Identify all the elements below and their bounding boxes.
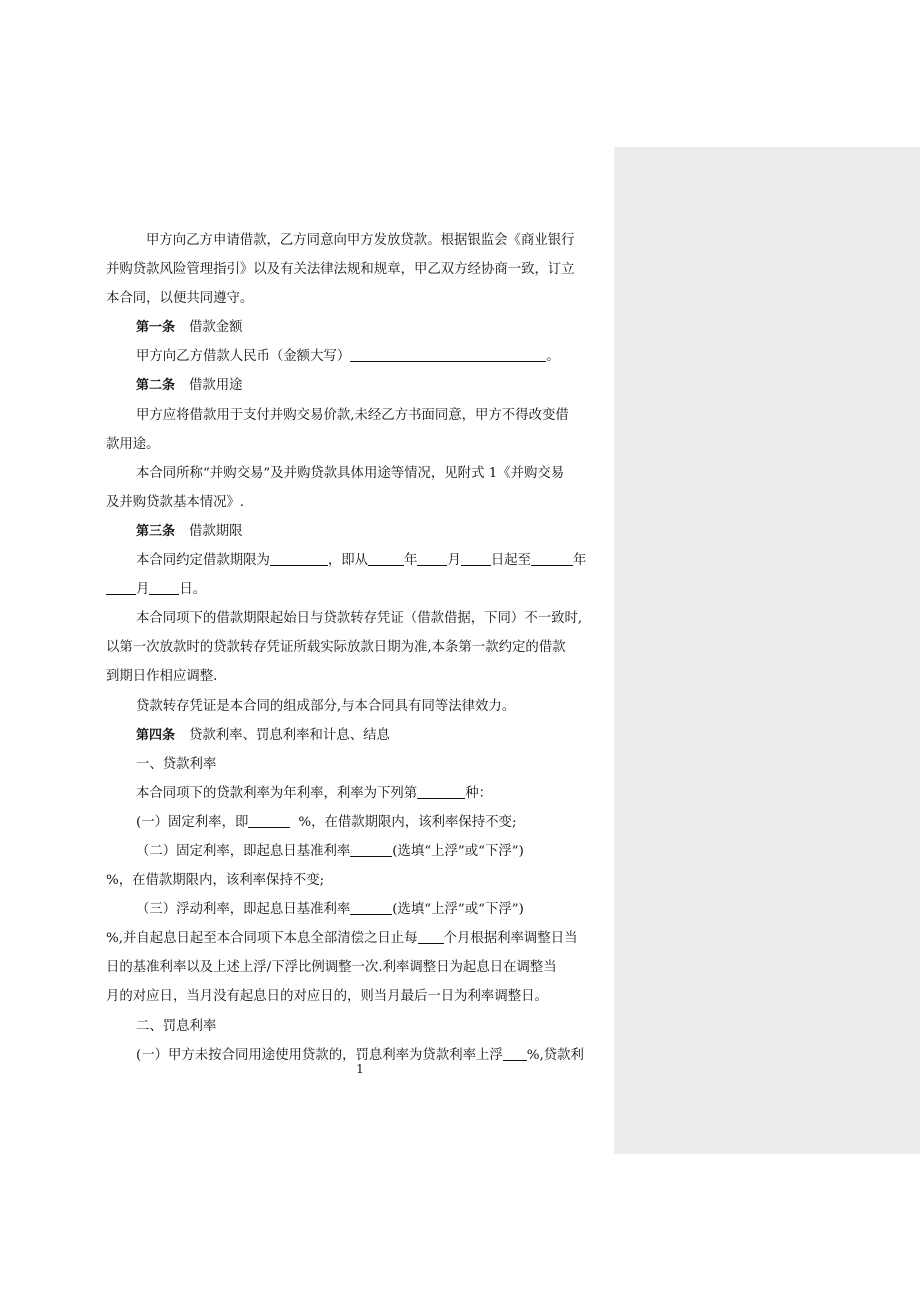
section-1-title: 一、贷款利率 — [136, 756, 217, 772]
term-line-2: 月 日。 — [106, 575, 610, 604]
article-3-p2-line-1: 本合同项下的借款期限起始日与贷款转存凭证（借款借据，下同）不一致时, — [136, 611, 583, 627]
end-year-blank[interactable] — [531, 551, 573, 566]
page-number: 1 — [356, 1062, 364, 1076]
option-1: (一）固定利率，即 %，在借款期限内，该利率保持不变; — [136, 814, 517, 830]
option-3-line-1: （三）浮动利率，即起息日基准利率 (选填“上浮”或“下浮”) — [136, 902, 524, 918]
article-2-heading — [106, 371, 610, 400]
option-3-line-4: 月的对应日，当月没有起息日的对应日的，则当月最后一日为利率调整日。 — [106, 989, 548, 1005]
article-2-number: 第二条 — [136, 378, 176, 394]
amount-blank[interactable] — [350, 347, 546, 362]
intro-line-1: 甲方向乙方申请借款，乙方同意向甲方发放贷款。根据银监会《商业银行 — [146, 233, 575, 248]
comment-pane — [614, 147, 920, 1154]
article-3-p2-line-2: 以第一次放款时的贷款转存凭证所载实际放款日期为准,本条第一款约定的借款 — [106, 640, 566, 656]
article-4-heading — [106, 721, 610, 750]
term-line-1: 本合同约定借款期限为 ，即从 年 月 日起至 年 — [136, 553, 587, 569]
section-2-title: 二、罚息利率 — [136, 1018, 217, 1034]
article-1-number: 第一条 — [136, 320, 176, 336]
article-1-heading — [106, 313, 610, 342]
intro-line-3: 本合同，以便共同遵守。 — [106, 291, 254, 307]
article-3-number: 第三条 — [136, 523, 176, 539]
fixed-rate-blank[interactable] — [248, 813, 290, 828]
article-2-p2-line-1: 本合同所称“并购交易”及并购贷款具体用途等情况，见附式 1《并购交易 — [136, 465, 565, 481]
article-4-number: 第四条 — [136, 727, 176, 743]
start-year-blank[interactable] — [368, 551, 404, 566]
option-3-float-blank[interactable] — [350, 900, 392, 915]
article-2-p2-line-2: 及并购贷款基本情况》. — [106, 494, 245, 510]
option-2-line-1: （二）固定利率，即起息日基准利率 (选填“上浮”或“下浮”) — [136, 843, 524, 859]
article-3-title: 借款期限 — [189, 523, 243, 539]
article-2-p1-line-2: 款用途。 — [106, 436, 160, 452]
penalty-rate-blank[interactable] — [503, 1046, 527, 1061]
document-body — [106, 226, 610, 1070]
term-length-blank[interactable] — [270, 551, 328, 566]
end-month-blank[interactable] — [106, 580, 136, 595]
article-2-p1-line-1: 甲方应将借款用于支付并购交易价款,未经乙方书面同意，甲方不得改变借 — [136, 407, 569, 423]
article-3-p2-line-3: 到期日作相应调整. — [106, 669, 218, 685]
article-1-title: 借款金额 — [189, 320, 243, 336]
option-3-line-2: %,并自起息日起至本合同项下本息全部清偿之日止每 个月根据利率调整日当 — [106, 931, 578, 947]
end-day-blank[interactable] — [149, 580, 179, 595]
article-4-title: 贷款利率、罚息利率和计息、结息 — [189, 727, 390, 743]
article-1-text: 甲方向乙方借款人民币（金额大写） 。 — [136, 349, 560, 365]
option-3-line-3: 日的基准利率以及上述上浮/下浮比例调整一次.利率调整日为起息日在调整当 — [106, 960, 557, 976]
option-2-float-blank[interactable] — [350, 842, 392, 857]
start-month-blank[interactable] — [417, 551, 447, 566]
article-2-title: 借款用途 — [189, 378, 243, 394]
section-2-line-1: (一）甲方未按合同用途使用贷款的，罚息利率为贷款利率上浮 %,贷款利 — [136, 1047, 584, 1063]
intro-line-2: 并购贷款风险管理指引》以及有关法律法规和规章，甲乙双方经协商一致，订立 — [106, 262, 575, 278]
section-1-intro: 本合同项下的贷款利率为年利率，利率为下列第 种： — [136, 785, 492, 801]
start-day-blank[interactable] — [461, 551, 491, 566]
option-2-line-2: %，在借款期限内，该利率保持不变; — [106, 873, 325, 889]
rate-option-blank[interactable] — [417, 784, 465, 799]
article-3-p3: 贷款转存凭证是本合同的组成部分,与本合同具有同等法律效力。 — [136, 698, 516, 714]
adjust-months-blank[interactable] — [418, 929, 444, 944]
article-3-heading — [106, 517, 610, 546]
